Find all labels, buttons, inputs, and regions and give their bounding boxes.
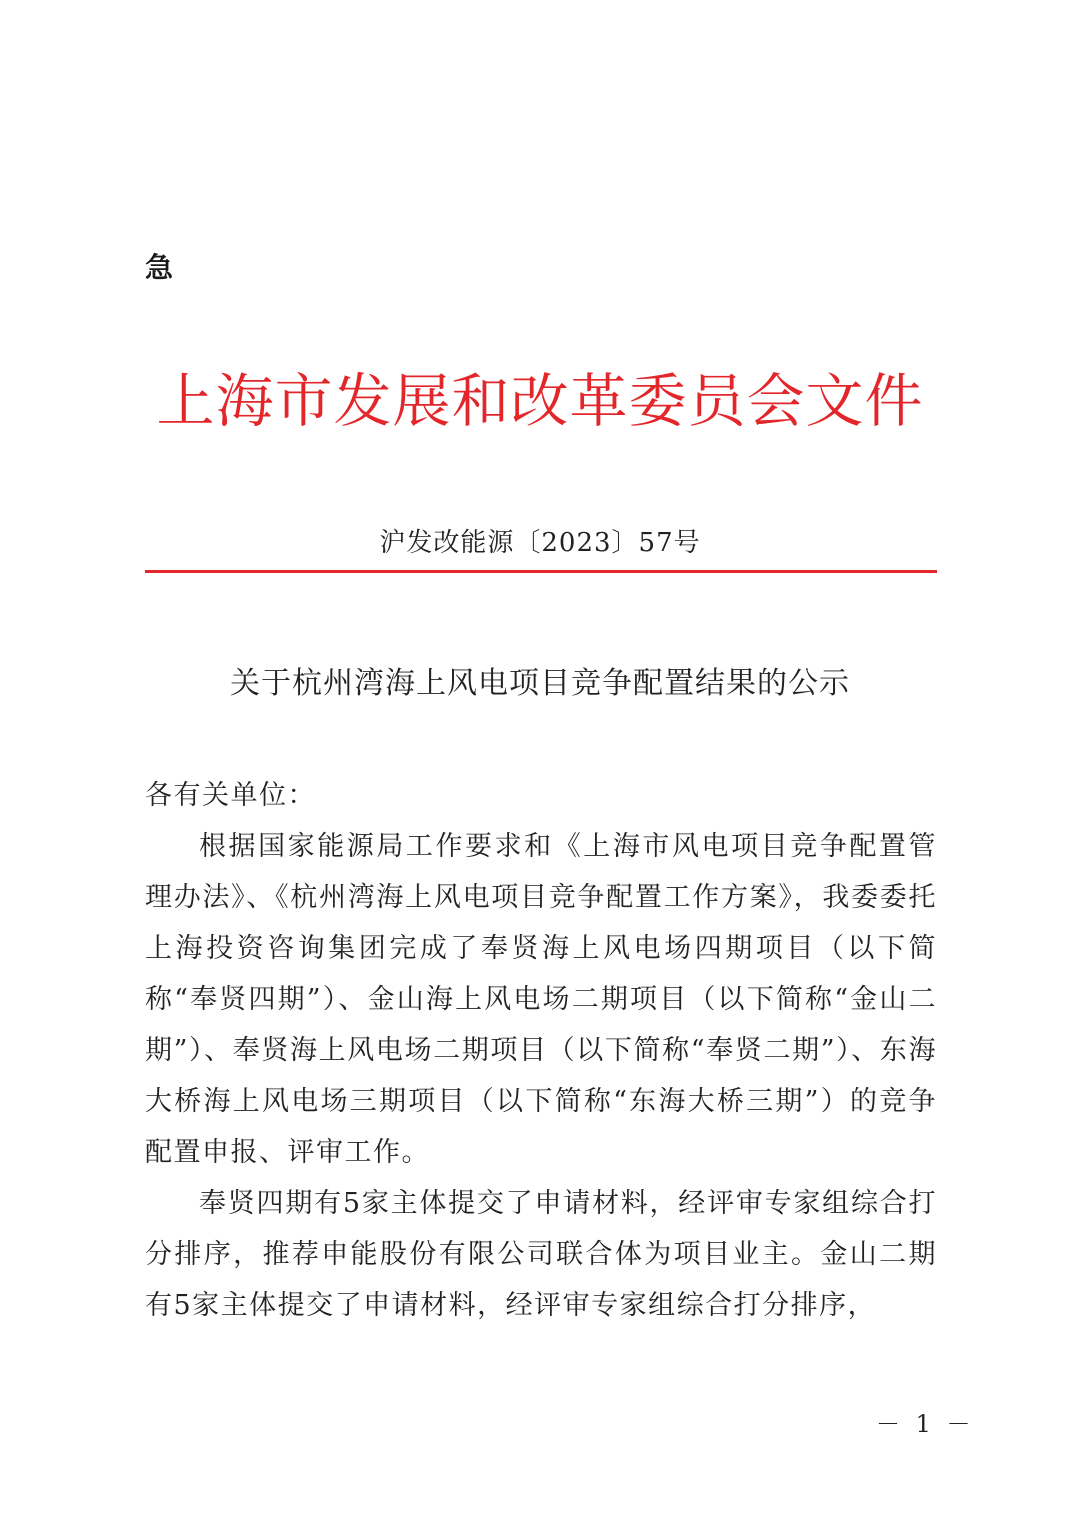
document-number: 沪发改能源〔2023〕57号	[379, 528, 701, 558]
red-separator-line	[145, 570, 937, 573]
salutation: 各有关单位：	[145, 780, 316, 811]
document-title: 关于杭州湾海上风电项目竞争配置结果的公示	[230, 666, 850, 701]
body-paragraph-2: 奉贤四期有5家主体提交了申请材料，经评审专家组综合打分排序，推荐申能股份有限公司联合体为项目业主。金山二期有5家主体提交了申请材料，经评审专家组综合打分排序，	[145, 1188, 937, 1321]
issuer-header: 上海市发展和改革委员会文件	[156, 367, 924, 435]
page-number: － 1 －	[876, 1410, 975, 1438]
urgency-mark: 急	[145, 251, 176, 284]
body-paragraph-1: 根据国家能源局工作要求和《上海市风电项目竞争配置管理办法》、《杭州湾海上风电项目竞争配置工作方案》，我委委托上海投资咨询集团完成了奉贤海上风电场四期项目（以下简称“奉贤四期”）、金山海上风电场二期项目（以下简称“金山二期”）、奉贤海上风电场二期项目（以下简称“奉贤二期”）、东海大桥海上风电场三期项目（以下简称“东海大桥三期”）的竞争配置申报、评审工作。	[145, 831, 937, 1168]
document-body	[145, 770, 937, 1331]
